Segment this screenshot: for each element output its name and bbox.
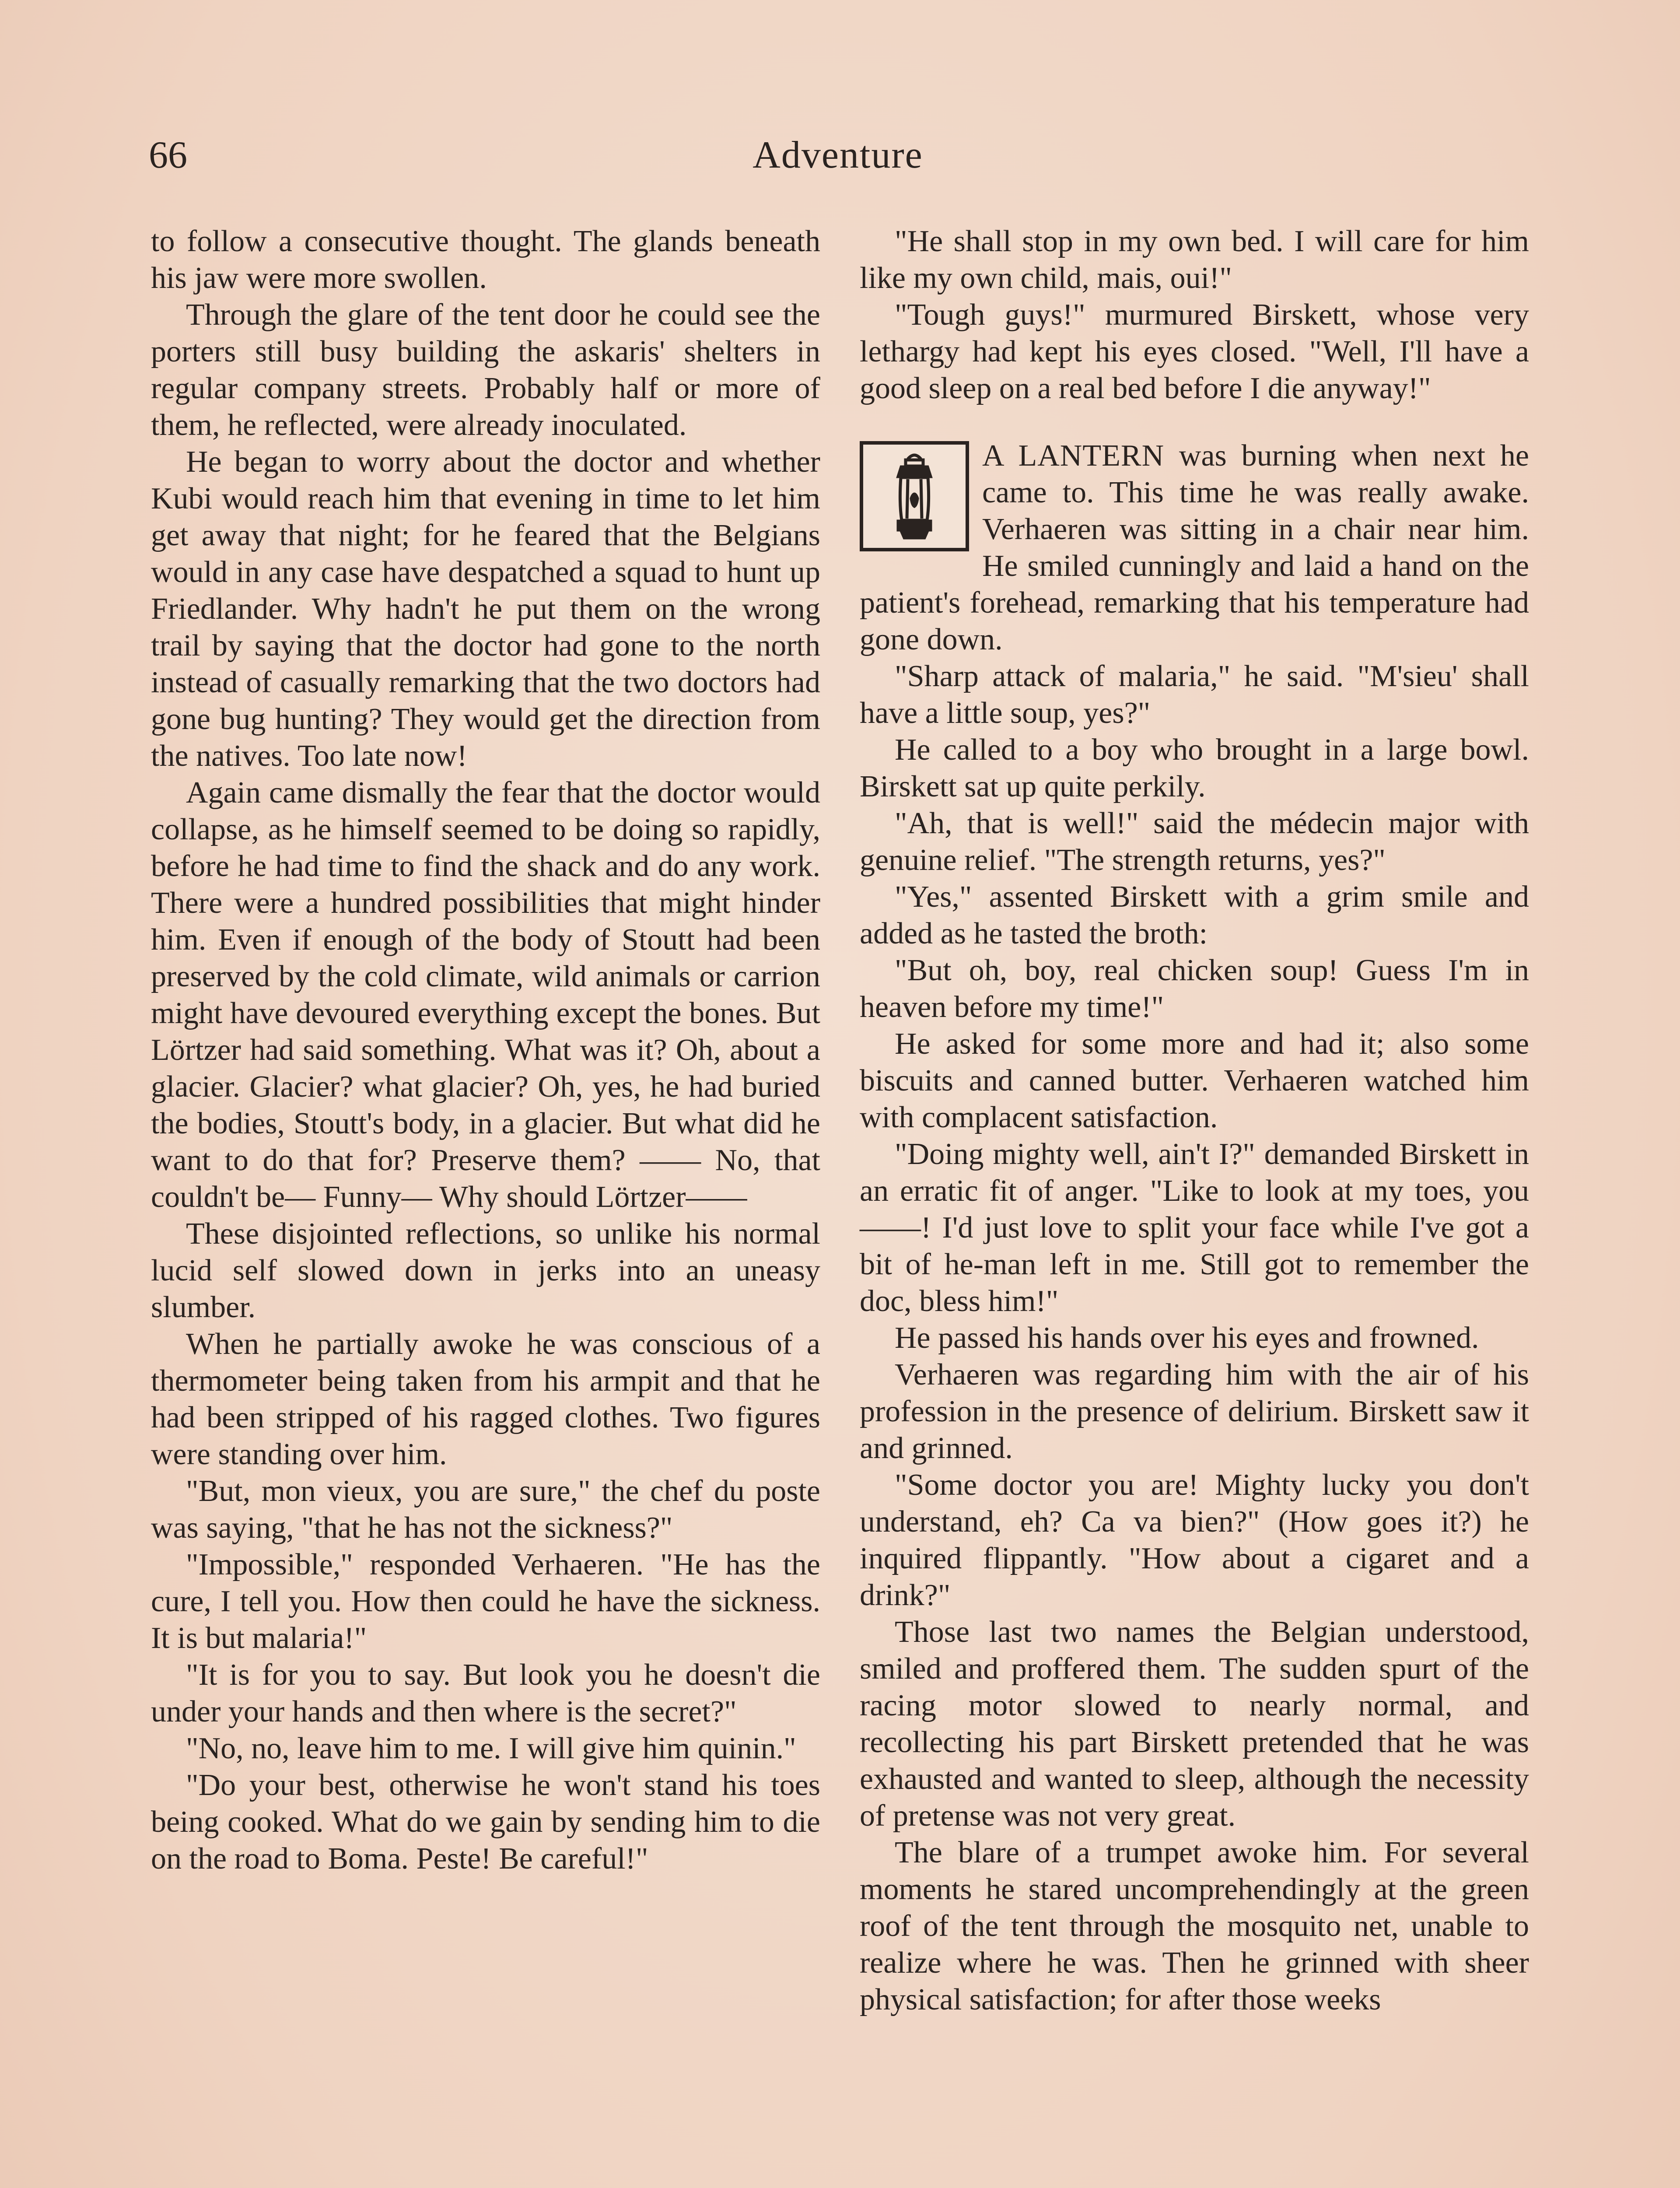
paragraph: "It is for you to say. But look you he doesn't die under your hands and then where is the secret?" (151, 1658, 820, 1729)
right-column-top (860, 223, 1529, 407)
paragraph: "Doing mighty well, ain't I?" demanded Birskett in an erratic fit of anger. "Like to look at my toes, you——! I'd just love to split your face while I've got a bit of he-man left in me. Still got to remember the doc, bless him!" (860, 1137, 1529, 1318)
right-column (860, 223, 1529, 2018)
paragraph: Again came dismally the fear that the doctor would collapse, as he himself seemed to be doing so rapidly, before he had time to find the shack and do any work. There were a hundred possibilities that might hinder him. Even if enough of the body of Stoutt had been preserved by the cold climate, wild animals or carrion might have devoured everything except the bones. But Lörtzer had said something. What was it? Oh, about a glacier. Glacier? what glacier? Oh, yes, he had buried the bodies, Stoutt's body, in a glacier. But what did he want to do that for? Preserve them? —— No, that couldn't be— Funny— Why should Lörtzer—— (151, 776, 820, 1214)
paragraph: to follow a consecutive thought. The glands beneath his jaw were more swollen. (151, 224, 820, 295)
page-number: 66 (149, 134, 187, 176)
page-header (149, 127, 1527, 184)
paragraph: He began to worry about the doctor and whether Kubi would reach him that evening in time to let him get away that night; for he feared that the Belgians would in any case have despatched a squad to hunt up Friedlander. Why hadn't he put them on the wrong trail by saying that the doctor had gone to the north instead of casually remarking that the two doctors had gone bug hunting? They would get the direction from the natives. Too late now! (151, 445, 820, 773)
section-opener (860, 438, 1529, 658)
paragraph: "But oh, boy, real chicken soup! Guess I'm in heaven before my time!" (860, 954, 1529, 1024)
lantern-icon (860, 441, 969, 551)
left-column (151, 223, 820, 1877)
paragraph: "Impossible," responded Verhaeren. "He has the cure, I tell you. How then could he have the sickness. It is but malaria!" (151, 1548, 820, 1655)
paragraph: He asked for some more and had it; also some biscuits and canned butter. Verhaeren watched him with complacent satisfaction. (860, 1027, 1529, 1134)
paragraph: Verhaeren was regarding him with the air of his profession in the presence of delirium. Birskett saw it and grinned. (860, 1358, 1529, 1465)
paragraph: He called to a boy who brought in a large bowl. Birskett sat up quite perkily. (860, 733, 1529, 803)
paragraph: "Tough guys!" murmured Birskett, whose very lethargy had kept his eyes closed. "Well, I'll have a good sleep on a real bed before I die anyway!" (860, 298, 1529, 405)
section-opener-text: was burning when next he came to. This time he was really awake. Verhaeren was sitting in a chair near him. He smiled cunningly and laid a hand on the patient's forehead, remarking that his temperature had gone down. (860, 439, 1529, 656)
paragraph: "Ah, that is well!" said the médecin major with genuine relief. "The strength returns, yes?" (860, 806, 1529, 877)
paragraph: He passed his hands over his eyes and frowned. (895, 1321, 1479, 1355)
paragraph: Through the glare of the tent door he could see the porters still busy building the askaris' shelters in regular company streets. Probably half or more of them, he reflected, were already inoculated. (151, 298, 820, 442)
paragraph: "Yes," assented Birskett with a grim smile and added as he tasted the broth: (860, 880, 1529, 950)
paragraph: "He shall stop in my own bed. I will care for him like my own child, mais, oui!" (860, 224, 1529, 295)
paragraph: Those last two names the Belgian understood, smiled and proffered them. The sudden spurt of the racing motor slowed to nearly normal, and recollecting his part Birskett pretended that he was exhausted and wanted to sleep, although the necessity of pretense was not very great. (860, 1615, 1529, 1833)
paragraph: When he partially awoke he was conscious of a thermometer being taken from his armpit and that he had been stripped of his ragged clothes. Two figures were standing over him. (151, 1327, 820, 1471)
paragraph: The blare of a trumpet awoke him. For several moments he stared uncomprehendingly at the green roof of the tent through the mosquito net, unable to realize where he was. Then he grinned with sheer physical satisfaction; for after those weeks (860, 1836, 1529, 2016)
paragraph: "Some doctor you are! Mighty lucky you don't understand, eh? Ca va bien?" (How goes it?) he inquired flippantly. "How about a cigaret and a drink?" (860, 1468, 1529, 1612)
paragraph: These disjointed reflections, so unlike his normal lucid self slowed down in jerks into an uneasy slumber. (151, 1217, 820, 1324)
drop-cap-lead: A LANTERN (982, 439, 1165, 473)
paragraph: "But, mon vieux, you are sure," the chef du poste was saying, "that he has not the sickness?" (151, 1474, 820, 1545)
paragraph: "Do your best, otherwise he won't stand his toes being cooked. What do we gain by sending him to die on the road to Boma. Peste! Be careful!" (151, 1768, 820, 1876)
running-title: Adventure (752, 134, 923, 176)
paragraph: "Sharp attack of malaria," he said. "M'sieu' shall have a little soup, yes?" (860, 659, 1529, 730)
paragraph: "No, no, leave him to me. I will give him quinin." (186, 1732, 796, 1765)
right-column-bottom (860, 658, 1529, 2018)
